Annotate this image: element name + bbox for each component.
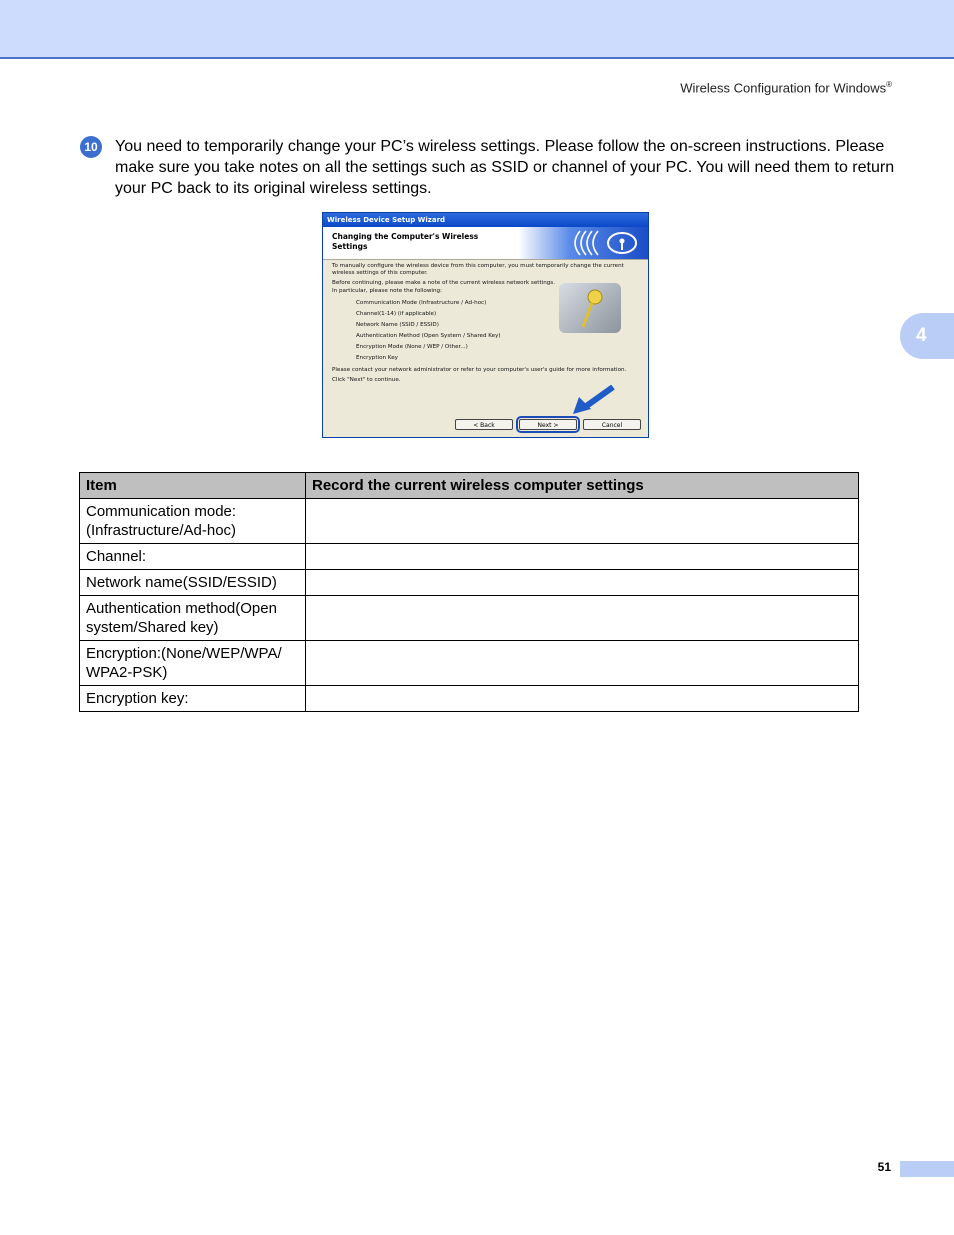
key-icon — [559, 283, 621, 333]
table-cell-record[interactable] — [306, 499, 859, 544]
dialog-paragraph: Before continuing, please make a note of the current wireless network settings. In particular, please note the following: — [332, 280, 555, 294]
table-cell-record[interactable] — [306, 641, 859, 686]
page-header-title: Wireless Configuration for Windows® — [680, 80, 892, 96]
dialog-paragraph: To manually configure the wireless device from this computer, you must temporarily change the current wireless settings of this computer. — [332, 263, 624, 277]
header-band — [0, 0, 954, 59]
table-cell-record[interactable] — [306, 686, 859, 712]
list-item: Network Name (SSID / ESSID) — [356, 321, 439, 328]
step-number-badge: 10 — [80, 136, 102, 158]
list-item: Authentication Method (Open System / Shared Key) — [356, 332, 501, 339]
table-cell-item: Authentication method(Open system/Shared key) — [80, 596, 306, 641]
chapter-tab: 4 — [900, 313, 954, 359]
table-row — [80, 544, 859, 570]
table-row — [80, 596, 859, 641]
dialog-paragraph: Please contact your network administrator or refer to your computer's user's guide for more information. — [332, 366, 627, 373]
cancel-button[interactable]: Cancel — [583, 419, 641, 430]
table-row — [80, 686, 859, 712]
table-row — [80, 499, 859, 544]
table-cell-item: Network name(SSID/ESSID) — [80, 570, 306, 596]
table-row — [80, 641, 859, 686]
step-text: You need to temporarily change your PC’s wireless settings. Please follow the on-screen instructions. Please make sure you take notes on all the settings such as SSID or channel of your PC. You will need them to return your PC back to its original wireless settings. — [115, 138, 895, 197]
table-row — [80, 570, 859, 596]
wizard-dialog-screenshot — [322, 212, 649, 438]
dialog-paragraph: Click "Next" to continue. — [332, 377, 401, 384]
dialog-titlebar: Wireless Device Setup Wizard — [323, 213, 648, 227]
dialog-header — [323, 227, 648, 260]
page-number: 51 — [877, 1160, 891, 1174]
column-header-record: Record the current wireless computer settings — [306, 473, 859, 499]
table-cell-record[interactable] — [306, 544, 859, 570]
table-cell-item: Communication mode:(Infrastructure/Ad-hoc) — [80, 499, 306, 544]
table-cell-record[interactable] — [306, 570, 859, 596]
table-header-row — [80, 473, 859, 499]
next-button[interactable]: Next > — [519, 419, 577, 430]
column-header-item: Item — [80, 473, 306, 499]
table-cell-item: Encryption key: — [80, 686, 306, 712]
wireless-waves-icon — [518, 227, 648, 259]
table-cell-record[interactable] — [306, 596, 859, 641]
list-item: Channel(1-14) (if applicable) — [356, 310, 437, 317]
table-cell-item: Encryption:(None/WEP/WPA/ WPA2-PSK) — [80, 641, 306, 686]
list-item: Encryption Key — [356, 354, 398, 361]
pointer-arrow-icon — [569, 385, 617, 415]
footer-band — [900, 1161, 954, 1177]
dialog-buttons — [455, 419, 641, 430]
wireless-banner — [518, 227, 648, 259]
list-item: Encryption Mode (None / WEP / Other...) — [356, 343, 468, 350]
back-button[interactable]: < Back — [455, 419, 513, 430]
step-instruction — [80, 136, 895, 199]
settings-record-table — [79, 472, 859, 712]
table-cell-item: Channel: — [80, 544, 306, 570]
dialog-header-title: Changing the Computer's Wireless Settings — [332, 232, 479, 251]
list-item: Communication Mode (Infrastructure / Ad-hoc) — [356, 299, 487, 306]
